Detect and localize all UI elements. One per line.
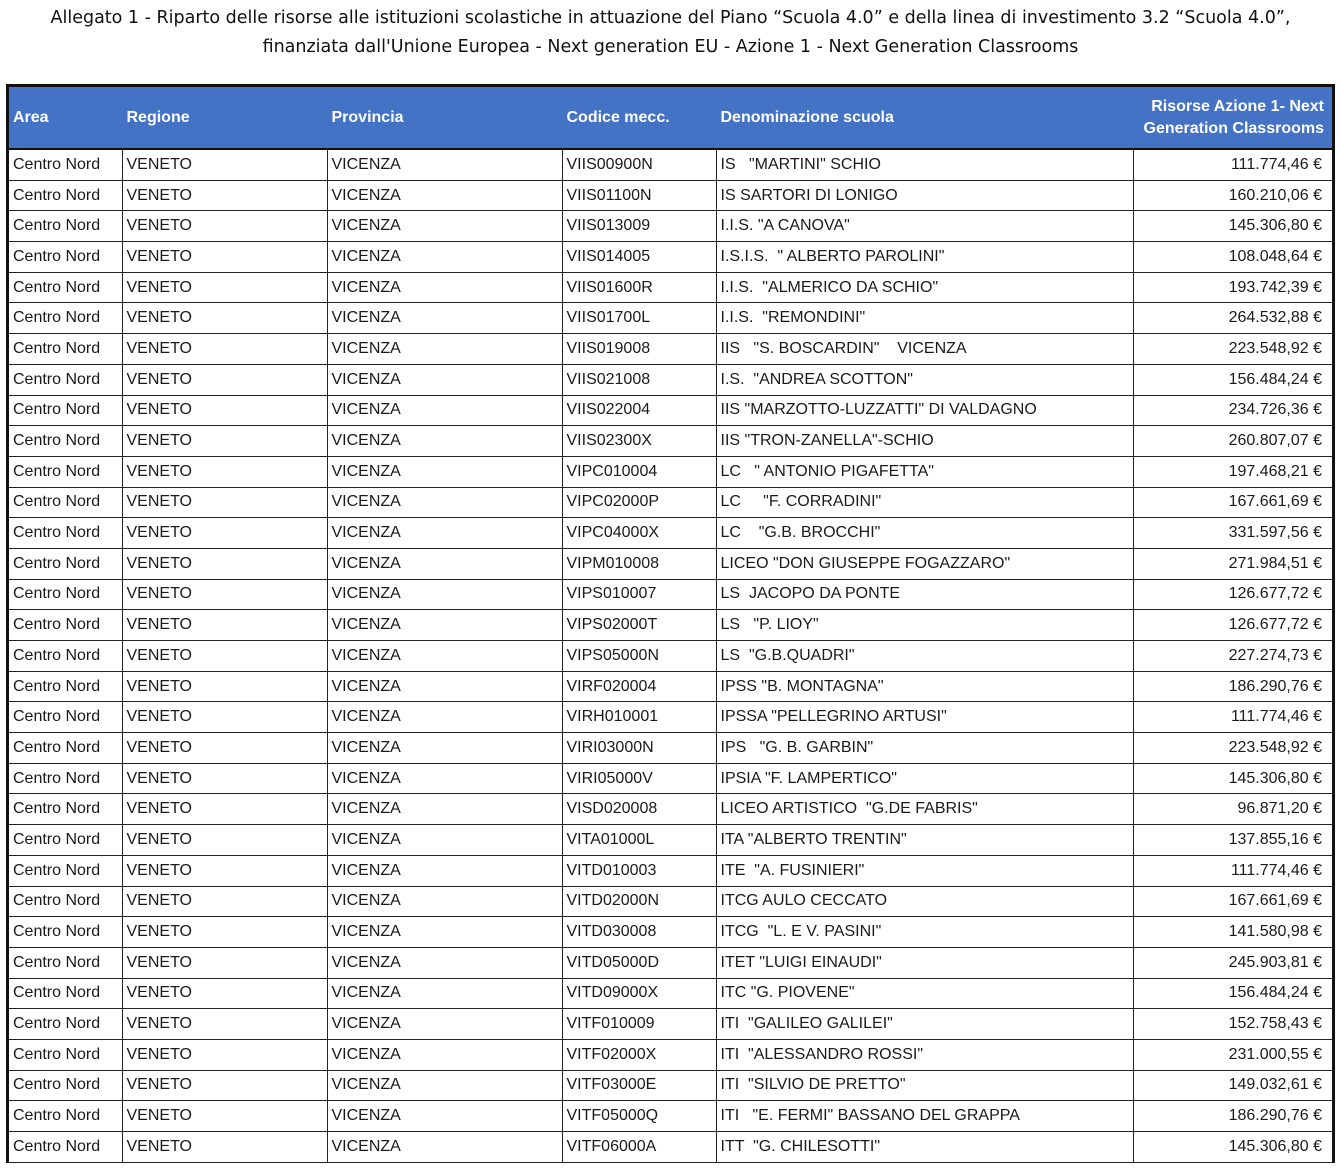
table-row (9, 456, 1332, 487)
table-row (9, 180, 1332, 211)
cell-regione: VENETO (122, 1132, 327, 1163)
cell-area: Centro Nord (9, 825, 122, 856)
cell-provincia: VICENZA (327, 1009, 562, 1040)
title-line-1: Allegato 1 - Riparto delle risorse alle istituzioni scolastiche in attuazione del Piano “Scuola 4.0” e della linea di investimento 3.2 “Scuola 4.0”, (50, 8, 1291, 28)
cell-risorse: 156.484,24 € (1133, 978, 1332, 1009)
table-row (9, 303, 1332, 334)
cell-provincia: VICENZA (327, 487, 562, 518)
cell-codice: VITF03000E (562, 1070, 716, 1101)
column-header-codice: Codice mecc. (562, 87, 716, 149)
cell-regione: VENETO (122, 825, 327, 856)
cell-codice: VITF02000X (562, 1039, 716, 1070)
cell-risorse: 111.774,46 € (1133, 702, 1332, 733)
table-row (9, 1009, 1332, 1040)
cell-provincia: VICENZA (327, 825, 562, 856)
column-header-regione: Regione (122, 87, 327, 149)
table-row (9, 978, 1332, 1009)
column-header-risorse-line1: Risorse Azione 1- Next (1151, 97, 1324, 115)
cell-regione: VENETO (122, 671, 327, 702)
cell-area: Centro Nord (9, 272, 122, 303)
cell-area: Centro Nord (9, 548, 122, 579)
cell-codice: VISD020008 (562, 794, 716, 825)
cell-regione: VENETO (122, 855, 327, 886)
cell-risorse: 167.661,69 € (1133, 886, 1332, 917)
table-row (9, 334, 1332, 365)
cell-codice: VIRI05000V (562, 763, 716, 794)
cell-provincia: VICENZA (327, 610, 562, 641)
cell-denominazione: IIS "MARZOTTO-LUZZATTI" DI VALDAGNO (716, 395, 1133, 426)
cell-denominazione: IPSS "B. MONTAGNA" (716, 671, 1133, 702)
header-row (9, 87, 1332, 149)
cell-risorse: 126.677,72 € (1133, 579, 1332, 610)
cell-area: Centro Nord (9, 211, 122, 242)
cell-provincia: VICENZA (327, 395, 562, 426)
cell-risorse: 197.468,21 € (1133, 456, 1332, 487)
cell-area: Centro Nord (9, 364, 122, 395)
cell-regione: VENETO (122, 548, 327, 579)
cell-denominazione: LC "G.B. BROCCHI" (716, 518, 1133, 549)
cell-provincia: VICENZA (327, 671, 562, 702)
cell-codice: VITD030008 (562, 917, 716, 948)
cell-regione: VENETO (122, 733, 327, 764)
cell-risorse: 260.807,07 € (1133, 426, 1332, 457)
cell-risorse: 227.274,73 € (1133, 641, 1332, 672)
cell-risorse: 145.306,80 € (1133, 763, 1332, 794)
cell-risorse: 160.210,06 € (1133, 180, 1332, 211)
cell-provincia: VICENZA (327, 886, 562, 917)
cell-area: Centro Nord (9, 395, 122, 426)
cell-risorse: 111.774,46 € (1133, 149, 1332, 180)
cell-regione: VENETO (122, 518, 327, 549)
cell-risorse: 126.677,72 € (1133, 610, 1332, 641)
cell-provincia: VICENZA (327, 794, 562, 825)
cell-area: Centro Nord (9, 456, 122, 487)
cell-denominazione: LC "F. CORRADINI" (716, 487, 1133, 518)
cell-codice: VIPC04000X (562, 518, 716, 549)
cell-codice: VIPS05000N (562, 641, 716, 672)
allocation-table (9, 87, 1332, 1163)
cell-area: Centro Nord (9, 180, 122, 211)
cell-provincia: VICENZA (327, 456, 562, 487)
cell-codice: VIIS021008 (562, 364, 716, 395)
table-row (9, 242, 1332, 273)
cell-area: Centro Nord (9, 579, 122, 610)
column-header-denominazione: Denominazione scuola (716, 87, 1133, 149)
cell-regione: VENETO (122, 242, 327, 273)
cell-risorse: 137.855,16 € (1133, 825, 1332, 856)
cell-regione: VENETO (122, 456, 327, 487)
cell-denominazione: ITI "GALILEO GALILEI" (716, 1009, 1133, 1040)
cell-provincia: VICENZA (327, 947, 562, 978)
table-row (9, 733, 1332, 764)
cell-risorse: 156.484,24 € (1133, 364, 1332, 395)
cell-area: Centro Nord (9, 733, 122, 764)
table-row (9, 1132, 1332, 1163)
cell-area: Centro Nord (9, 1009, 122, 1040)
cell-provincia: VICENZA (327, 364, 562, 395)
table-row (9, 518, 1332, 549)
cell-denominazione: LS "P. LIOY" (716, 610, 1133, 641)
table-row (9, 947, 1332, 978)
cell-denominazione: ITI "E. FERMI" BASSANO DEL GRAPPA (716, 1101, 1133, 1132)
table-row (9, 548, 1332, 579)
cell-risorse: 149.032,61 € (1133, 1070, 1332, 1101)
cell-area: Centro Nord (9, 426, 122, 457)
cell-codice: VIIS01100N (562, 180, 716, 211)
cell-regione: VENETO (122, 917, 327, 948)
cell-provincia: VICENZA (327, 149, 562, 180)
cell-denominazione: IPSIA "F. LAMPERTICO" (716, 763, 1133, 794)
cell-area: Centro Nord (9, 1039, 122, 1070)
cell-area: Centro Nord (9, 242, 122, 273)
cell-denominazione: ITI "ALESSANDRO ROSSI" (716, 1039, 1133, 1070)
cell-denominazione: LICEO "DON GIUSEPPE FOGAZZARO" (716, 548, 1133, 579)
cell-risorse: 231.000,55 € (1133, 1039, 1332, 1070)
cell-codice: VIPM010008 (562, 548, 716, 579)
cell-denominazione: I.I.S. "A CANOVA" (716, 211, 1133, 242)
cell-codice: VITD010003 (562, 855, 716, 886)
cell-provincia: VICENZA (327, 1101, 562, 1132)
cell-denominazione: ITCG AULO CECCATO (716, 886, 1133, 917)
cell-denominazione: IIS "S. BOSCARDIN" VICENZA (716, 334, 1133, 365)
cell-denominazione: LS JACOPO DA PONTE (716, 579, 1133, 610)
column-header-risorse (1133, 87, 1332, 149)
cell-regione: VENETO (122, 1009, 327, 1040)
cell-codice: VIPC02000P (562, 487, 716, 518)
cell-risorse: 186.290,76 € (1133, 671, 1332, 702)
table-row (9, 917, 1332, 948)
cell-regione: VENETO (122, 978, 327, 1009)
cell-area: Centro Nord (9, 641, 122, 672)
cell-risorse: 223.548,92 € (1133, 334, 1332, 365)
cell-area: Centro Nord (9, 518, 122, 549)
column-header-area: Area (9, 87, 122, 149)
cell-provincia: VICENZA (327, 1039, 562, 1070)
cell-area: Centro Nord (9, 794, 122, 825)
cell-regione: VENETO (122, 303, 327, 334)
table-row (9, 641, 1332, 672)
cell-risorse: 108.048,64 € (1133, 242, 1332, 273)
cell-provincia: VICENZA (327, 548, 562, 579)
cell-risorse: 111.774,46 € (1133, 855, 1332, 886)
table-body (9, 149, 1332, 1162)
cell-provincia: VICENZA (327, 518, 562, 549)
cell-codice: VIRF020004 (562, 671, 716, 702)
cell-regione: VENETO (122, 487, 327, 518)
cell-risorse: 193.742,39 € (1133, 272, 1332, 303)
cell-denominazione: ITA "ALBERTO TRENTIN" (716, 825, 1133, 856)
cell-regione: VENETO (122, 947, 327, 978)
title-line-2: finanziata dall'Unione Europea - Next generation EU - Azione 1 - Next Generation Classrooms (262, 37, 1079, 57)
cell-codice: VITF06000A (562, 1132, 716, 1163)
cell-area: Centro Nord (9, 978, 122, 1009)
cell-denominazione: ITI "SILVIO DE PRETTO" (716, 1070, 1133, 1101)
cell-provincia: VICENZA (327, 242, 562, 273)
table-row (9, 579, 1332, 610)
table-row (9, 763, 1332, 794)
cell-regione: VENETO (122, 610, 327, 641)
cell-codice: VIRI03000N (562, 733, 716, 764)
cell-area: Centro Nord (9, 1101, 122, 1132)
cell-risorse: 96.871,20 € (1133, 794, 1332, 825)
cell-denominazione: IS "MARTINI" SCHIO (716, 149, 1133, 180)
cell-provincia: VICENZA (327, 978, 562, 1009)
table-row (9, 211, 1332, 242)
cell-denominazione: I.S.I.S. " ALBERTO PAROLINI" (716, 242, 1133, 273)
cell-area: Centro Nord (9, 947, 122, 978)
cell-codice: VITD05000D (562, 947, 716, 978)
cell-codice: VIIS00900N (562, 149, 716, 180)
cell-regione: VENETO (122, 794, 327, 825)
document-title (0, 4, 1341, 62)
cell-codice: VIPS010007 (562, 579, 716, 610)
cell-codice: VITF010009 (562, 1009, 716, 1040)
cell-codice: VIIS013009 (562, 211, 716, 242)
cell-risorse: 234.726,36 € (1133, 395, 1332, 426)
cell-denominazione: LS "G.B.QUADRI" (716, 641, 1133, 672)
table-row (9, 1039, 1332, 1070)
cell-codice: VIRH010001 (562, 702, 716, 733)
cell-risorse: 152.758,43 € (1133, 1009, 1332, 1040)
cell-regione: VENETO (122, 211, 327, 242)
cell-area: Centro Nord (9, 334, 122, 365)
cell-area: Centro Nord (9, 610, 122, 641)
cell-area: Centro Nord (9, 671, 122, 702)
cell-codice: VIIS01700L (562, 303, 716, 334)
cell-area: Centro Nord (9, 855, 122, 886)
cell-risorse: 331.597,56 € (1133, 518, 1332, 549)
cell-area: Centro Nord (9, 1070, 122, 1101)
table-row (9, 272, 1332, 303)
allocation-table-container (6, 84, 1335, 1163)
cell-regione: VENETO (122, 641, 327, 672)
table-row (9, 364, 1332, 395)
cell-regione: VENETO (122, 395, 327, 426)
cell-denominazione: I.S. "ANDREA SCOTTON" (716, 364, 1133, 395)
cell-denominazione: IS SARTORI DI LONIGO (716, 180, 1133, 211)
cell-provincia: VICENZA (327, 334, 562, 365)
table-row (9, 855, 1332, 886)
cell-codice: VITA01000L (562, 825, 716, 856)
cell-risorse: 145.306,80 € (1133, 1132, 1332, 1163)
table-row (9, 1101, 1332, 1132)
cell-risorse: 167.661,69 € (1133, 487, 1332, 518)
cell-denominazione: ITE "A. FUSINIERI" (716, 855, 1133, 886)
table-row (9, 794, 1332, 825)
table-row (9, 886, 1332, 917)
table-row (9, 610, 1332, 641)
cell-codice: VITD09000X (562, 978, 716, 1009)
cell-regione: VENETO (122, 579, 327, 610)
cell-provincia: VICENZA (327, 763, 562, 794)
table-header (9, 87, 1332, 149)
cell-area: Centro Nord (9, 886, 122, 917)
cell-provincia: VICENZA (327, 180, 562, 211)
cell-denominazione: IPS "G. B. GARBIN" (716, 733, 1133, 764)
table-row (9, 825, 1332, 856)
cell-denominazione: ITCG "L. E V. PASINI" (716, 917, 1133, 948)
column-header-provincia: Provincia (327, 87, 562, 149)
cell-denominazione: ITET "LUIGI EINAUDI" (716, 947, 1133, 978)
cell-provincia: VICENZA (327, 1132, 562, 1163)
cell-regione: VENETO (122, 334, 327, 365)
cell-provincia: VICENZA (327, 641, 562, 672)
table-row (9, 149, 1332, 180)
cell-regione: VENETO (122, 149, 327, 180)
cell-provincia: VICENZA (327, 303, 562, 334)
cell-denominazione: LICEO ARTISTICO "G.DE FABRIS" (716, 794, 1133, 825)
cell-denominazione: ITC "G. PIOVENE" (716, 978, 1133, 1009)
cell-codice: VIPC010004 (562, 456, 716, 487)
cell-risorse: 245.903,81 € (1133, 947, 1332, 978)
cell-codice: VIPS02000T (562, 610, 716, 641)
cell-denominazione: IIS "TRON-ZANELLA"-SCHIO (716, 426, 1133, 457)
cell-area: Centro Nord (9, 487, 122, 518)
cell-regione: VENETO (122, 702, 327, 733)
cell-regione: VENETO (122, 1039, 327, 1070)
cell-risorse: 223.548,92 € (1133, 733, 1332, 764)
cell-regione: VENETO (122, 1070, 327, 1101)
cell-provincia: VICENZA (327, 579, 562, 610)
cell-codice: VIIS01600R (562, 272, 716, 303)
cell-provincia: VICENZA (327, 426, 562, 457)
cell-codice: VIIS02300X (562, 426, 716, 457)
cell-codice: VITD02000N (562, 886, 716, 917)
cell-risorse: 145.306,80 € (1133, 211, 1332, 242)
cell-codice: VIIS019008 (562, 334, 716, 365)
column-header-risorse-line2: Generation Classrooms (1143, 119, 1324, 137)
cell-area: Centro Nord (9, 702, 122, 733)
cell-denominazione: I.I.S. "REMONDINI" (716, 303, 1133, 334)
table-row (9, 702, 1332, 733)
cell-denominazione: I.I.S. "ALMERICO DA SCHIO" (716, 272, 1133, 303)
cell-area: Centro Nord (9, 149, 122, 180)
cell-provincia: VICENZA (327, 211, 562, 242)
cell-regione: VENETO (122, 180, 327, 211)
table-row (9, 1070, 1332, 1101)
cell-risorse: 186.290,76 € (1133, 1101, 1332, 1132)
table-row (9, 426, 1332, 457)
cell-denominazione: IPSSA "PELLEGRINO ARTUSI" (716, 702, 1133, 733)
cell-regione: VENETO (122, 272, 327, 303)
cell-area: Centro Nord (9, 1132, 122, 1163)
cell-denominazione: LC " ANTONIO PIGAFETTA" (716, 456, 1133, 487)
cell-regione: VENETO (122, 426, 327, 457)
cell-provincia: VICENZA (327, 272, 562, 303)
cell-denominazione: ITT "G. CHILESOTTI" (716, 1132, 1133, 1163)
cell-regione: VENETO (122, 1101, 327, 1132)
cell-area: Centro Nord (9, 763, 122, 794)
table-row (9, 487, 1332, 518)
table-row (9, 395, 1332, 426)
cell-provincia: VICENZA (327, 1070, 562, 1101)
cell-codice: VIIS014005 (562, 242, 716, 273)
cell-risorse: 264.532,88 € (1133, 303, 1332, 334)
cell-regione: VENETO (122, 886, 327, 917)
cell-provincia: VICENZA (327, 917, 562, 948)
cell-codice: VIIS022004 (562, 395, 716, 426)
cell-regione: VENETO (122, 364, 327, 395)
cell-provincia: VICENZA (327, 855, 562, 886)
cell-provincia: VICENZA (327, 733, 562, 764)
cell-codice: VITF05000Q (562, 1101, 716, 1132)
cell-risorse: 141.580,98 € (1133, 917, 1332, 948)
cell-risorse: 271.984,51 € (1133, 548, 1332, 579)
table-row (9, 671, 1332, 702)
cell-area: Centro Nord (9, 303, 122, 334)
cell-provincia: VICENZA (327, 702, 562, 733)
cell-regione: VENETO (122, 763, 327, 794)
cell-area: Centro Nord (9, 917, 122, 948)
